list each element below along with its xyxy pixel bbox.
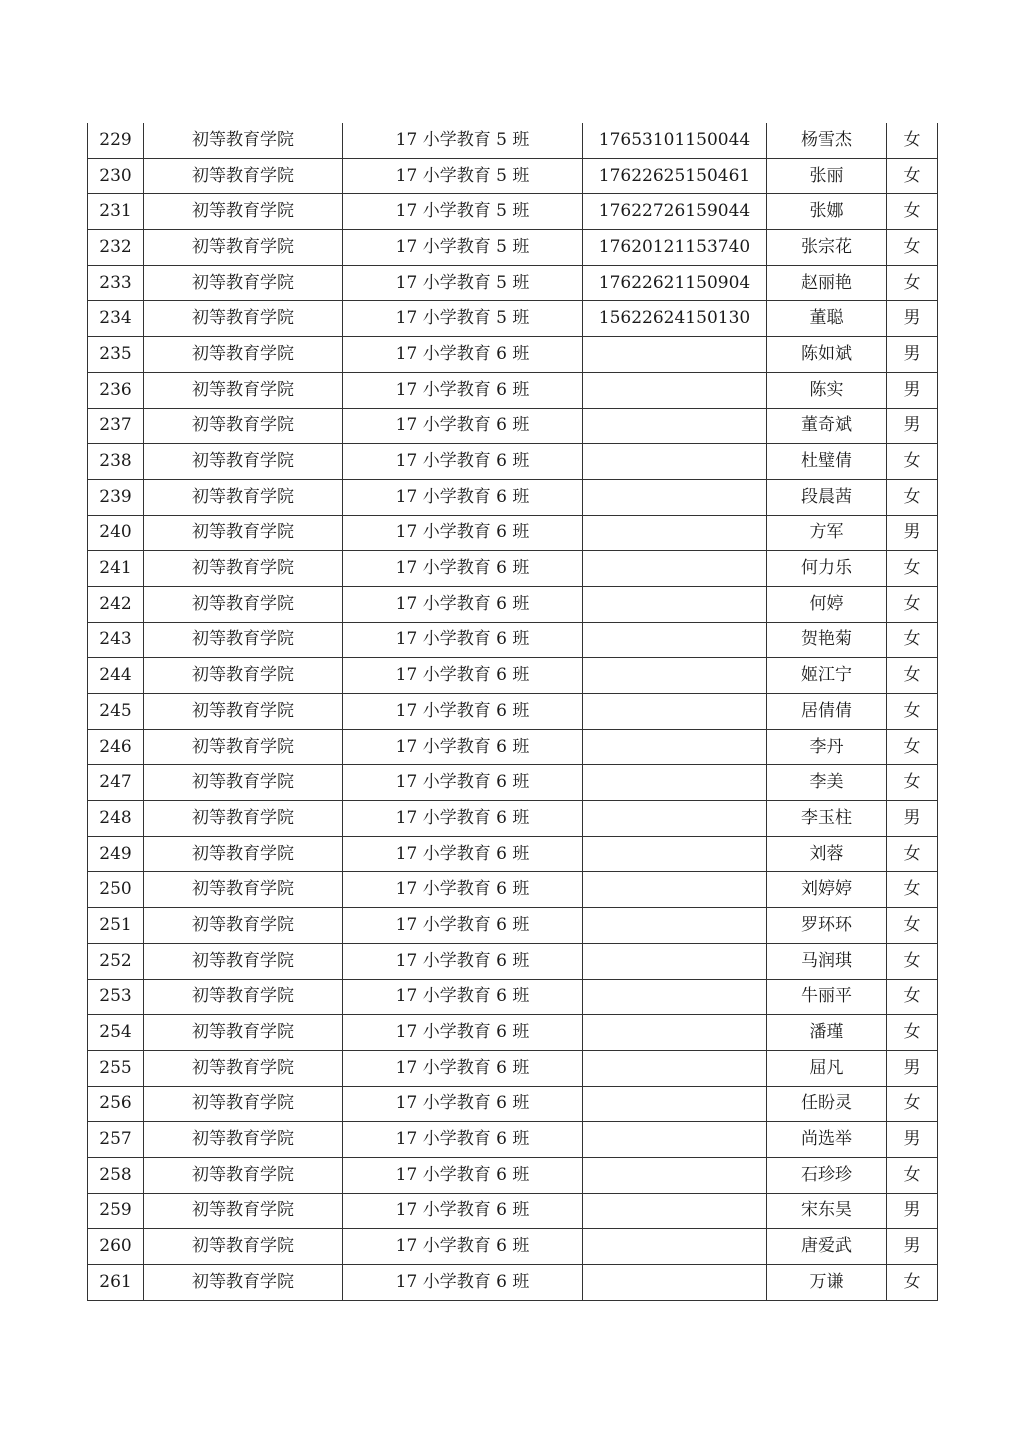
row-number: 237 xyxy=(88,408,144,444)
row-number: 258 xyxy=(88,1157,144,1193)
college-cell: 初等教育学院 xyxy=(144,729,343,765)
table-row xyxy=(88,586,938,622)
gender-cell: 女 xyxy=(887,694,938,730)
row-number: 254 xyxy=(88,1015,144,1051)
gender-cell: 女 xyxy=(887,265,938,301)
table-row xyxy=(88,1229,938,1265)
student-id-cell xyxy=(583,765,767,801)
student-id-cell xyxy=(583,979,767,1015)
row-number: 245 xyxy=(88,694,144,730)
student-name-cell: 刘蓉 xyxy=(767,836,887,872)
student-name-cell: 贺艳菊 xyxy=(767,622,887,658)
class-cell: 17 小学教育 6 班 xyxy=(343,551,583,587)
student-id-cell: 15622624150130 xyxy=(583,301,767,337)
gender-cell: 女 xyxy=(887,1086,938,1122)
student-name-cell: 罗环环 xyxy=(767,908,887,944)
class-cell: 17 小学教育 6 班 xyxy=(343,872,583,908)
table-row xyxy=(88,301,938,337)
college-cell: 初等教育学院 xyxy=(144,408,343,444)
student-name-cell: 何力乐 xyxy=(767,551,887,587)
class-cell: 17 小学教育 6 班 xyxy=(343,694,583,730)
student-name-cell: 万谦 xyxy=(767,1265,887,1301)
table-row xyxy=(88,694,938,730)
student-name-cell: 宋东昊 xyxy=(767,1193,887,1229)
student-id-cell xyxy=(583,943,767,979)
student-id-cell xyxy=(583,551,767,587)
student-id-cell: 17622625150461 xyxy=(583,158,767,194)
student-name-cell: 李丹 xyxy=(767,729,887,765)
gender-cell: 女 xyxy=(887,123,938,158)
gender-cell: 男 xyxy=(887,515,938,551)
college-cell: 初等教育学院 xyxy=(144,158,343,194)
table-row xyxy=(88,194,938,230)
row-number: 253 xyxy=(88,979,144,1015)
table-row xyxy=(88,1265,938,1301)
gender-cell: 女 xyxy=(887,765,938,801)
table-row xyxy=(88,158,938,194)
student-name-cell: 姬江宁 xyxy=(767,658,887,694)
student-name-cell: 张娜 xyxy=(767,194,887,230)
college-cell: 初等教育学院 xyxy=(144,230,343,266)
gender-cell: 男 xyxy=(887,1193,938,1229)
table-row xyxy=(88,943,938,979)
student-name-cell: 杜璧倩 xyxy=(767,444,887,480)
row-number: 231 xyxy=(88,194,144,230)
table-row xyxy=(88,1015,938,1051)
class-cell: 17 小学教育 6 班 xyxy=(343,1050,583,1086)
class-cell: 17 小学教育 6 班 xyxy=(343,1015,583,1051)
table-row xyxy=(88,1050,938,1086)
college-cell: 初等教育学院 xyxy=(144,265,343,301)
college-cell: 初等教育学院 xyxy=(144,1086,343,1122)
gender-cell: 女 xyxy=(887,1015,938,1051)
class-cell: 17 小学教育 6 班 xyxy=(343,622,583,658)
class-cell: 17 小学教育 6 班 xyxy=(343,408,583,444)
class-cell: 17 小学教育 5 班 xyxy=(343,194,583,230)
row-number: 260 xyxy=(88,1229,144,1265)
student-id-cell: 17622726159044 xyxy=(583,194,767,230)
student-id-cell xyxy=(583,729,767,765)
student-id-cell xyxy=(583,872,767,908)
student-name-cell: 段晨茜 xyxy=(767,479,887,515)
college-cell: 初等教育学院 xyxy=(144,1229,343,1265)
row-number: 238 xyxy=(88,444,144,480)
class-cell: 17 小学教育 6 班 xyxy=(343,801,583,837)
gender-cell: 女 xyxy=(887,479,938,515)
college-cell: 初等教育学院 xyxy=(144,765,343,801)
gender-cell: 女 xyxy=(887,444,938,480)
table-row xyxy=(88,230,938,266)
row-number: 235 xyxy=(88,337,144,373)
row-number: 255 xyxy=(88,1050,144,1086)
student-name-cell: 潘瑾 xyxy=(767,1015,887,1051)
college-cell: 初等教育学院 xyxy=(144,943,343,979)
college-cell: 初等教育学院 xyxy=(144,1050,343,1086)
student-name-cell: 赵丽艳 xyxy=(767,265,887,301)
student-name-cell: 董奇斌 xyxy=(767,408,887,444)
table-row xyxy=(88,123,938,158)
row-number: 230 xyxy=(88,158,144,194)
student-id-cell xyxy=(583,694,767,730)
gender-cell: 女 xyxy=(887,658,938,694)
table-row xyxy=(88,1157,938,1193)
student-id-cell xyxy=(583,908,767,944)
gender-cell: 男 xyxy=(887,301,938,337)
class-cell: 17 小学教育 6 班 xyxy=(343,1086,583,1122)
class-cell: 17 小学教育 6 班 xyxy=(343,1265,583,1301)
college-cell: 初等教育学院 xyxy=(144,551,343,587)
gender-cell: 女 xyxy=(887,1157,938,1193)
row-number: 257 xyxy=(88,1122,144,1158)
gender-cell: 男 xyxy=(887,408,938,444)
college-cell: 初等教育学院 xyxy=(144,1265,343,1301)
college-cell: 初等教育学院 xyxy=(144,515,343,551)
class-cell: 17 小学教育 5 班 xyxy=(343,123,583,158)
student-id-cell xyxy=(583,1086,767,1122)
college-cell: 初等教育学院 xyxy=(144,372,343,408)
gender-cell: 男 xyxy=(887,801,938,837)
row-number: 233 xyxy=(88,265,144,301)
student-id-cell xyxy=(583,444,767,480)
student-id-cell xyxy=(583,622,767,658)
row-number: 261 xyxy=(88,1265,144,1301)
table-row xyxy=(88,1122,938,1158)
row-number: 250 xyxy=(88,872,144,908)
row-number: 234 xyxy=(88,301,144,337)
gender-cell: 女 xyxy=(887,622,938,658)
class-cell: 17 小学教育 6 班 xyxy=(343,979,583,1015)
college-cell: 初等教育学院 xyxy=(144,1122,343,1158)
row-number: 248 xyxy=(88,801,144,837)
gender-cell: 女 xyxy=(887,836,938,872)
gender-cell: 女 xyxy=(887,943,938,979)
student-id-cell: 17620121153740 xyxy=(583,230,767,266)
student-name-cell: 张丽 xyxy=(767,158,887,194)
table-row xyxy=(88,801,938,837)
gender-cell: 男 xyxy=(887,337,938,373)
gender-cell: 男 xyxy=(887,1229,938,1265)
college-cell: 初等教育学院 xyxy=(144,444,343,480)
row-number: 259 xyxy=(88,1193,144,1229)
student-name-cell: 刘婷婷 xyxy=(767,872,887,908)
student-name-cell: 居倩倩 xyxy=(767,694,887,730)
class-cell: 17 小学教育 6 班 xyxy=(343,444,583,480)
student-name-cell: 牛丽平 xyxy=(767,979,887,1015)
class-cell: 17 小学教育 5 班 xyxy=(343,230,583,266)
table-row xyxy=(88,1086,938,1122)
table-row xyxy=(88,515,938,551)
table-row xyxy=(88,765,938,801)
gender-cell: 女 xyxy=(887,979,938,1015)
student-id-cell xyxy=(583,337,767,373)
table-row xyxy=(88,622,938,658)
gender-cell: 女 xyxy=(887,908,938,944)
class-cell: 17 小学教育 6 班 xyxy=(343,1229,583,1265)
class-cell: 17 小学教育 5 班 xyxy=(343,301,583,337)
college-cell: 初等教育学院 xyxy=(144,123,343,158)
table-row xyxy=(88,265,938,301)
student-name-cell: 何婷 xyxy=(767,586,887,622)
student-name-cell: 任盼灵 xyxy=(767,1086,887,1122)
gender-cell: 女 xyxy=(887,551,938,587)
row-number: 240 xyxy=(88,515,144,551)
student-id-cell xyxy=(583,408,767,444)
student-id-cell xyxy=(583,372,767,408)
college-cell: 初等教育学院 xyxy=(144,836,343,872)
class-cell: 17 小学教育 6 班 xyxy=(343,836,583,872)
table-row xyxy=(88,979,938,1015)
table-row xyxy=(88,372,938,408)
class-cell: 17 小学教育 6 班 xyxy=(343,1157,583,1193)
table-row xyxy=(88,444,938,480)
gender-cell: 男 xyxy=(887,372,938,408)
college-cell: 初等教育学院 xyxy=(144,479,343,515)
student-id-cell xyxy=(583,479,767,515)
table-row xyxy=(88,836,938,872)
table-row xyxy=(88,551,938,587)
college-cell: 初等教育学院 xyxy=(144,801,343,837)
gender-cell: 女 xyxy=(887,1265,938,1301)
student-id-cell xyxy=(583,1050,767,1086)
row-number: 256 xyxy=(88,1086,144,1122)
student-id-cell xyxy=(583,836,767,872)
student-id-cell xyxy=(583,1122,767,1158)
college-cell: 初等教育学院 xyxy=(144,1157,343,1193)
student-id-cell: 17622621150904 xyxy=(583,265,767,301)
student-name-cell: 张宗花 xyxy=(767,230,887,266)
row-number: 236 xyxy=(88,372,144,408)
student-name-cell: 方军 xyxy=(767,515,887,551)
student-id-cell xyxy=(583,658,767,694)
student-name-cell: 尚选举 xyxy=(767,1122,887,1158)
student-name-cell: 李玉柱 xyxy=(767,801,887,837)
row-number: 239 xyxy=(88,479,144,515)
student-name-cell: 陈实 xyxy=(767,372,887,408)
college-cell: 初等教育学院 xyxy=(144,586,343,622)
student-name-cell: 屈凡 xyxy=(767,1050,887,1086)
student-id-cell xyxy=(583,1229,767,1265)
row-number: 251 xyxy=(88,908,144,944)
table-row xyxy=(88,658,938,694)
table-row xyxy=(88,479,938,515)
table-row xyxy=(88,729,938,765)
table-row xyxy=(88,908,938,944)
roster-body xyxy=(88,123,938,1300)
student-id-cell xyxy=(583,1015,767,1051)
row-number: 247 xyxy=(88,765,144,801)
row-number: 242 xyxy=(88,586,144,622)
student-name-cell: 马润琪 xyxy=(767,943,887,979)
student-id-cell xyxy=(583,801,767,837)
student-roster-table xyxy=(87,123,938,1301)
gender-cell: 女 xyxy=(887,586,938,622)
class-cell: 17 小学教育 6 班 xyxy=(343,372,583,408)
college-cell: 初等教育学院 xyxy=(144,658,343,694)
gender-cell: 男 xyxy=(887,1050,938,1086)
class-cell: 17 小学教育 6 班 xyxy=(343,943,583,979)
class-cell: 17 小学教育 6 班 xyxy=(343,1193,583,1229)
student-id-cell xyxy=(583,515,767,551)
student-name-cell: 李美 xyxy=(767,765,887,801)
student-name-cell: 唐爱武 xyxy=(767,1229,887,1265)
class-cell: 17 小学教育 5 班 xyxy=(343,265,583,301)
class-cell: 17 小学教育 6 班 xyxy=(343,1122,583,1158)
row-number: 249 xyxy=(88,836,144,872)
gender-cell: 女 xyxy=(887,872,938,908)
gender-cell: 女 xyxy=(887,194,938,230)
class-cell: 17 小学教育 6 班 xyxy=(343,515,583,551)
class-cell: 17 小学教育 6 班 xyxy=(343,658,583,694)
student-id-cell xyxy=(583,1193,767,1229)
class-cell: 17 小学教育 6 班 xyxy=(343,765,583,801)
class-cell: 17 小学教育 6 班 xyxy=(343,479,583,515)
table-row xyxy=(88,337,938,373)
class-cell: 17 小学教育 6 班 xyxy=(343,908,583,944)
class-cell: 17 小学教育 5 班 xyxy=(343,158,583,194)
row-number: 232 xyxy=(88,230,144,266)
college-cell: 初等教育学院 xyxy=(144,979,343,1015)
gender-cell: 女 xyxy=(887,729,938,765)
table-row xyxy=(88,872,938,908)
student-id-cell: 17653101150044 xyxy=(583,123,767,158)
college-cell: 初等教育学院 xyxy=(144,1015,343,1051)
table-row xyxy=(88,1193,938,1229)
student-id-cell xyxy=(583,1157,767,1193)
college-cell: 初等教育学院 xyxy=(144,337,343,373)
student-id-cell xyxy=(583,586,767,622)
college-cell: 初等教育学院 xyxy=(144,908,343,944)
gender-cell: 女 xyxy=(887,230,938,266)
college-cell: 初等教育学院 xyxy=(144,872,343,908)
gender-cell: 男 xyxy=(887,1122,938,1158)
student-name-cell: 董聪 xyxy=(767,301,887,337)
row-number: 246 xyxy=(88,729,144,765)
student-name-cell: 杨雪杰 xyxy=(767,123,887,158)
class-cell: 17 小学教育 6 班 xyxy=(343,729,583,765)
college-cell: 初等教育学院 xyxy=(144,622,343,658)
class-cell: 17 小学教育 6 班 xyxy=(343,586,583,622)
class-cell: 17 小学教育 6 班 xyxy=(343,337,583,373)
student-id-cell xyxy=(583,1265,767,1301)
student-name-cell: 石珍珍 xyxy=(767,1157,887,1193)
row-number: 252 xyxy=(88,943,144,979)
college-cell: 初等教育学院 xyxy=(144,194,343,230)
college-cell: 初等教育学院 xyxy=(144,1193,343,1229)
college-cell: 初等教育学院 xyxy=(144,301,343,337)
row-number: 244 xyxy=(88,658,144,694)
row-number: 229 xyxy=(88,123,144,158)
row-number: 241 xyxy=(88,551,144,587)
college-cell: 初等教育学院 xyxy=(144,694,343,730)
table-row xyxy=(88,408,938,444)
row-number: 243 xyxy=(88,622,144,658)
student-name-cell: 陈如斌 xyxy=(767,337,887,373)
gender-cell: 女 xyxy=(887,158,938,194)
